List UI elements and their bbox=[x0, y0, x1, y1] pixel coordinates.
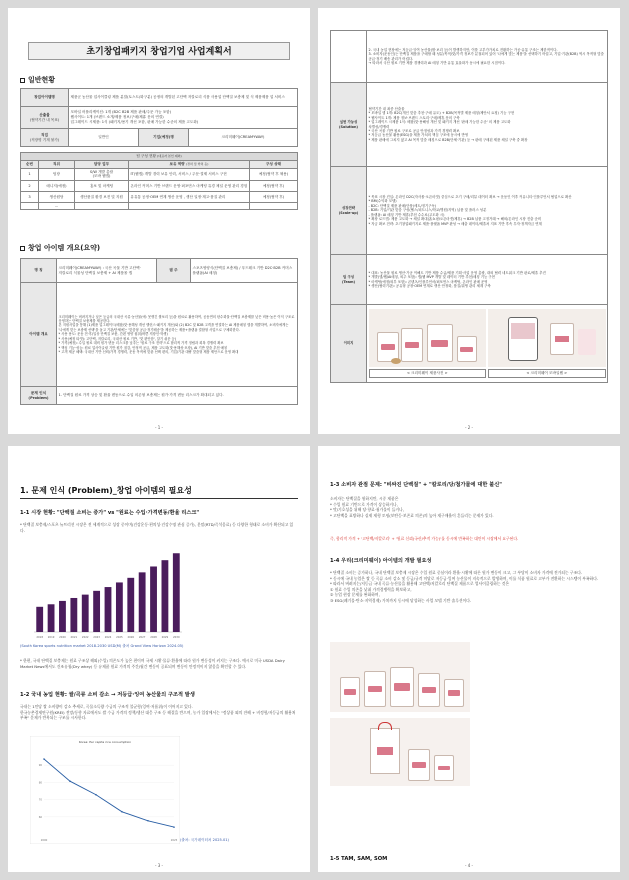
line-chart-title: Korea: Per capita rice consumption bbox=[78, 740, 132, 744]
bar-2030 bbox=[173, 553, 180, 632]
chart-source: (South Korea sports nutrition market 2018-2030 USD(M) 출처 Grand View Horizon 2024.05) bbox=[20, 644, 184, 648]
y-tick-label: 80 bbox=[38, 781, 42, 785]
subheading-1-1: 1-1 시장 현황: "단백질 소비는 증가" vs "원료는 수입·가격변동/환율 리스크" bbox=[20, 510, 200, 516]
point-2010 bbox=[95, 794, 97, 796]
paragraph: * 한편, 국내 단백질 보충제는 원료 구조상 해외(수입) 의존도가 높은 편이며 국제 시황·물류·환율에 따라 원가 변동성이 커지는 구조다. 예시로 미국 USDA Dairy Market News에서도 건조유청(Dry whey) 등 유제품 원료 가격의 주간/월간 변동이 공표되며 변동이 안정적이지 않음을 확인할 수 있다. bbox=[20, 658, 285, 669]
bar-2025 bbox=[116, 582, 123, 632]
x-tick-label: 2024 bbox=[104, 636, 112, 639]
x-tick-label: 2018 bbox=[36, 636, 43, 639]
line-chart-source: (출처: 국가데이터처 2025.01) bbox=[180, 838, 229, 842]
table-row: 2 매니저(예정) 홍보 및 마케팅 온라인 커머스 기반 브랜드 운영·퍼포먼스 마케팅 유경 채널 운영 관리 경험 예정(협약 후) bbox=[21, 180, 298, 191]
checkbox-icon bbox=[20, 78, 25, 83]
name-value: 크리미웨이(CREAMYWAY) : 국산 곡물 기반 고단백·저칼로리 식물성 단백질 보충제 + AI 제품몰 앱 bbox=[57, 259, 157, 283]
paragraph: * 단백질 소비는 증가하나, 국내 단백질 보충제 시장은 수입 원료 중심이라 환율·시황에 따른 원가 변동이 크고, 그 부담이 소비자 가격에 전가되는 구조다. * 동시에 국내 농업은 쌀 등 곡류 소비 감소 및 등급/규격 미달로 저등급·잉여 농산물이 지속적으로 발생하며, 이를 식품 원료로 고부가 전환하는 시스템이 부족하다. * 따라서 버려지는/저등급 국내 곡류·농산물을 활용해 고단백/저칼로리 단백질 제품으로 업사이클링하는 것은 ① 원료 수입 의존을 낮춰 가격경쟁력을 확보하고, ② 농업 현장 문제를 완화하며, ③ ESG(폐기물·탄소·지역경제) 가치까지 동시에 달성하는 사업 모델 기반 솔루션이다. bbox=[330, 570, 599, 603]
bar-2029 bbox=[162, 560, 169, 632]
y-tick-label: 70 bbox=[38, 798, 42, 802]
subheading-1-4: 1-4 우리(크리미웨이) 아이템의 개발 필요성 bbox=[330, 558, 432, 564]
paragraph: 소비자는 단백질을 원하지만, 시중 제품은 * 수입 원료 기반으로 가격이 상승하거나, * 맛/기호성을 위해 당·향료·첨가물이 들거나, * 고단백을 표방하나 실제 제형 토핑(보탄등·보존료 의존)의 높아 재구매율이 흔들리는 문제가 있다. bbox=[330, 496, 494, 518]
general-table bbox=[20, 88, 298, 147]
checkbox-icon bbox=[20, 246, 25, 251]
job-value: 일반인 bbox=[69, 129, 139, 147]
table-row: 3 생산원당 생산품질 환경 보전 및 지원 유유통 공정·OEM 연계 생산 운영 , 생산 일정·재고·품질 관리 예정(협약 후) bbox=[21, 191, 298, 202]
section-item-overview bbox=[20, 244, 100, 253]
x-tick-label: 2025 bbox=[116, 636, 123, 639]
section-general-status bbox=[20, 76, 55, 85]
x-tick-label: 2027 bbox=[138, 636, 146, 639]
subheading-1-3: 1-3 소비자 관점 문제: "비싸진 단백질" + "칼로리/당/첨가물에 대한 불신" bbox=[330, 482, 502, 488]
image-cell bbox=[367, 305, 608, 383]
item-name-value: 제품군 농산물 업사이클링 제품 분말(토스트/화구분) 공정의 개발된 고단백 저칼로리 식품 사용업 단백질 보충제 및 식 제품제품 업 서비스 bbox=[69, 89, 298, 107]
product-photo bbox=[369, 309, 487, 367]
point-2005 bbox=[69, 780, 71, 782]
category-value: 스포츠영양식(단백질 보충제) / 푸드테크 기반 D2C·B2B 커머스 플랫폼(AI 매칭) bbox=[191, 259, 298, 283]
bar-2027 bbox=[139, 572, 146, 632]
team-value: * 대표: 농산물 원료 생산·가공 이해도 기반 제품 수급/제품 기획·사업 운영 총괄, 대외 협력 네트워크 기반 판로/제휴 추진 * 개발(앱/웹/AI매칭, 외주 포함): 앱/웹 MVP 개발 및 데이터 기반 추천/매칭 기능 구현 * 마케팅(예정/외부 포함): 콘텐츠/인플루언서/퍼포먼스 마케팅, 온라인 판매 운영 * 생산(협력기관): 공유형 공장·OEM 연계로 생산 안정화, 품질/위생 관리 체계 구축 bbox=[367, 255, 608, 305]
x-tick-label: 2023 bbox=[93, 636, 100, 639]
mobile-web-photo bbox=[488, 309, 606, 367]
overview-value: 크리미웨이는 버려지거나 낮은 등급의 국내산 곡류·농산물(예: 못생긴 쌀보리 등)을 원료로 활용하여, 공동연의 탄수화물·단백질 보충제를 낮은 비용·높은 이익 구조로 운영하는 단백질 보충제를 제공한다. 본 지원사업을 통해 (1)제품 업그레이드(배합/맛·용해성 개선 밸런스·패키지 개선)와 (2) B2C 및 B2B 고객을 연결하는 AI 제품매칭 앱을 개발하여, 소비자에게는 '나에게 맞는 보충제 선택'을 돕고 기관/단체에는 '맞춤형 공급·정기배송'을 제공하는 제품+플랫폼 결합형 사업으로 구체화한다. * 사용 용도: 운동 전·후/일상 단백질 보충, 간편 영양 섭취(바쁜 직장인·학생) * 사용(예정 타켓): 고단백, 저칼로리, 국내산 원료 기반, '맛 편안함', 알기 쉬운 등) * 가격(예정): 수입 원료 대비 원가 변동 리스크를 낮추는 '원료 구조 전략'으로 합리적 가격 정립과 회복 경쟁력 확보 * 핵심 기능·성능: 원료 업사이클링 기반 원가 절감, 안정적 공급, 제품 고도화(맛·용해성·포장), AI 기반 맞춤 추천·매칭 * 고객 제공 혜택: 국내산 기반 신뢰/가격 경쟁력, 운동 목적에 맞춘 선택 편의, 기업/기관 대량 맞춤형 제품 제안으로 운영 확대 bbox=[57, 283, 298, 387]
page-number: - 1 - bbox=[155, 424, 163, 430]
page-3 bbox=[8, 446, 310, 872]
team-table-title: 팀 구성 현황 (대표자 본인 제외) bbox=[21, 153, 298, 161]
solution-value: 협약기간 내 최종 산출물 * 모바일 앱 1개: B2C(개인 맞춤 추천·구매 유도) + B2B(목적별 제품 매칭/제안서 요청) 기능 구현 * 웹사이트 1개: 제품 정보·브랜드 스토리·구매/제휴 문의 구축 * 업그레이드 시제품 1식: 배합/맛·용해성 개선 및 패키지 개선 '판매 가능한 수준' 의 제품 고도화 차별성/경쟁력 * 국산 곡물 기반 원료 구조로 공급 안정성과 가격 경쟁력 확보 * 저등급 농산물 활용(ESG)을 제품 가치의 핵심 구조에 동시에 반영 * 제품 판매에 그치지 않고 AI 목적 맞춤 매칭으로 B2B(단체·기관) 등 → 판매 구매된 제품 채널 구축 중 확장 bbox=[367, 83, 608, 167]
plan-table bbox=[330, 30, 608, 383]
th-duty: 담당 업무 bbox=[75, 161, 129, 169]
point-2025 bbox=[173, 826, 175, 828]
problem-continued: 2. 국내 농업 현장에는 저등급·잉여 농산물(쌀·보리 등)이 발생하지만, 이를 고부가가치로 전환하는 가공·유통 구조는 제한적이다. 3. 소비자(운동인)는 단백질 제품을 구매할 때 성분/목적/맛/가격 정보가 분절되어 있어 '나에게 맞는 제품'을 선택하기 어렵고, 기업·기관(B2B) 역시 목적형 맞춤 공급·정기 배송 관리가 어렵다. → 따라서 국산 원료 기반 제품 경쟁력과 AI 매칭 기반 유통 효율화가 동시에 필요한 시점이다. bbox=[367, 31, 608, 83]
x-tick-label: 2026 bbox=[127, 636, 135, 639]
th-no: 순번 bbox=[21, 161, 39, 169]
solution-label: 실현 가능성 (Solution) bbox=[331, 83, 367, 167]
x-tick-label: 2019 bbox=[47, 636, 55, 639]
overview-label: 아이템 개요 bbox=[21, 283, 57, 387]
product-lineup-photo bbox=[330, 642, 470, 712]
growth-label: 성장전략 (Scale-up) bbox=[331, 167, 367, 255]
point-2015 bbox=[121, 811, 123, 813]
page-number: - 3 - bbox=[155, 862, 163, 868]
document-title: 초기창업패키지 창업기업 사업계획서 bbox=[28, 42, 290, 60]
category-label: 범 주 bbox=[157, 259, 191, 283]
x-tick-label: 2020 bbox=[59, 636, 66, 639]
growth-value: * 목표 시장 진입: 온라인 D2C(자사몰·오픈마켓) 중심으로 초기 구매/리뷰 데이터 확보 → 운동인 이후 커뮤니티·인플루언서 협업으로 확산 * BM(수익화 모델) - B2C: 단백질 제품 판매(단품/세트/정기구독) - B2B: 기업/기관 맞춤 구성(헬스/피트니스/학교/병원/지역) 납품 및 플러스 성분 - 플랫폼: AI 매칭 기반 제휴/추천 수수료(고도화 시) * 확장 로드맵: 제품 고도화 → 채널 확대(홈쇼핑/오픈마켓/제휴) → B2B 납품 고정거래 → 해외/온라인 시장 진출 준비 * 자금 확보 전략: 초기창업패키지로 제품·플랫폼 MVP 완성 → 매출 데이터/제휴처 지표 기반 후속 투자·정책자금 연계 bbox=[367, 167, 608, 255]
page-1 bbox=[8, 8, 310, 434]
x-tick-label: 2022 bbox=[81, 636, 89, 639]
th-position: 직위 bbox=[39, 161, 75, 169]
bar-2019 bbox=[48, 604, 55, 632]
team-table bbox=[20, 152, 298, 210]
caption-mobile: < 크리미웨이 모바일웹 > bbox=[488, 369, 606, 378]
product-bag-photo bbox=[330, 718, 470, 786]
corp-label: 기업(예정)명 bbox=[139, 129, 189, 147]
highlight-paragraph: 즉, 합리적 가격 + '고단백/저칼로리' + '원료 신뢰(국산/추적 가능)'를 동시에 만족하는 대안이 시장에서 요구된다. bbox=[330, 536, 519, 541]
paragraph: 국내는 1인당 쌀 소비량이 감소 추세로, 곡물소득량 수급의 구조적 불균형(잉여·저품위)이 이어지고 있다. 한국농촌경제연구원(KREI) 전망/동향 자료에서도 쌀 수급 가격의 정책/생산 대응 구조 등 해결을 반으며, 농가 입장에서는 "정상품 외의 잔해 + 비정형/저등급의 활용처 부족" 문제가 반복되는 구조를 시사한다. bbox=[20, 704, 296, 720]
problem-value: 1. 단백질 원료 가격 상승 및 환율 변동으로 수입 의존형 보충제는 원가·가격 변동 리스크가 확대되고 있다. bbox=[57, 387, 298, 405]
page-2 bbox=[318, 8, 620, 434]
x-tick-label: 2029 bbox=[161, 636, 169, 639]
page-4 bbox=[318, 446, 620, 872]
x-tick-label: 2021 bbox=[70, 636, 78, 639]
paragraph: * 단백질 보충제/스포츠 뉴트리션 시장은 전 세계적으로 성장 중이며(건강운동·편의성·건강수명 관심 증가), 분말(RTD/즉석음료) 등 다양한 형태로 소비가 확산되고 있다. bbox=[20, 522, 294, 533]
image-label: 이미지 bbox=[331, 305, 367, 383]
bar-2028 bbox=[150, 566, 157, 632]
deliverable-value: 모바일 어플리케이션: 1개 (B2C B2B 제품 판매/주문 가능 포함) 웹사이트: 1개 (브랜드 소개/제품 정보/구매/제휴 문의 연결) 업그레이드 시제품: 1식 (패키지/용기 개선 포함, 판매 가능한 수준의 제품 고도화) bbox=[69, 107, 298, 129]
bar-2021 bbox=[70, 598, 77, 632]
bar-2018 bbox=[36, 607, 43, 632]
overview-table bbox=[20, 258, 298, 405]
th-state: 구성 상태 bbox=[249, 161, 297, 169]
corp-value: 크리미웨이(CREAMYWAY) bbox=[189, 129, 298, 147]
point-2020 bbox=[147, 820, 149, 822]
x-tick-label: 2025 bbox=[170, 839, 178, 842]
caption-product: < 크리미웨이 제품사진 > bbox=[369, 369, 487, 378]
table-row: ... bbox=[21, 202, 298, 209]
th-skill: 보유 역량 (경력 및 학력 등) bbox=[129, 161, 250, 169]
y-tick-label: 90 bbox=[38, 764, 42, 768]
job-label: 직업 (직장명 기재 불가) bbox=[21, 129, 69, 147]
name-label: 명 칭 bbox=[21, 259, 57, 283]
subheading-1-5: 1-5 TAM, SAM, SOM bbox=[330, 856, 388, 862]
section-title: 창업 아이템 개요(요약) bbox=[28, 244, 101, 252]
item-name-label: 창업아이템명 bbox=[21, 89, 69, 107]
bar-2022 bbox=[82, 595, 89, 632]
rice-line-chart bbox=[30, 736, 180, 844]
subheading-1-2: 1-2 국내 농업 현황: 쌀/곡류 소비 감소 → 저등급·잉여 농산물의 구조적 발생 bbox=[20, 692, 195, 698]
bar-2023 bbox=[93, 591, 100, 632]
page-number: - 4 - bbox=[465, 862, 473, 868]
chapter-heading: 1. 문제 인식 (Problem)_창업 아이템의 필요성 bbox=[20, 486, 298, 499]
y-tick-label: 60 bbox=[38, 815, 42, 819]
problem-label: 문제 인식 (Problem) bbox=[21, 387, 57, 405]
deliverable-label: 산출물 (협약기간 내 목표) bbox=[21, 107, 69, 129]
bar-2020 bbox=[59, 601, 66, 632]
table-row: 1 팀장 S/W 개발 총괄 (모바 웹앱) IT(웹앱) 개발 경력 보유 인력, 서비스 / 주문·결제 서비스 구현 예정(협약 후 채용) bbox=[21, 169, 298, 181]
point-2000 bbox=[43, 758, 45, 760]
x-tick-label: 2000 bbox=[40, 839, 48, 842]
bar-2026 bbox=[127, 578, 134, 632]
x-tick-label: 2030 bbox=[173, 636, 180, 639]
market-bar-chart bbox=[26, 542, 186, 642]
x-tick-label: 2028 bbox=[150, 636, 157, 639]
page-number: - 2 - bbox=[465, 424, 473, 430]
team-label: 팀 구성 (Team) bbox=[331, 255, 367, 305]
bar-2024 bbox=[105, 587, 112, 632]
section-title: 일반현황 bbox=[28, 76, 56, 84]
